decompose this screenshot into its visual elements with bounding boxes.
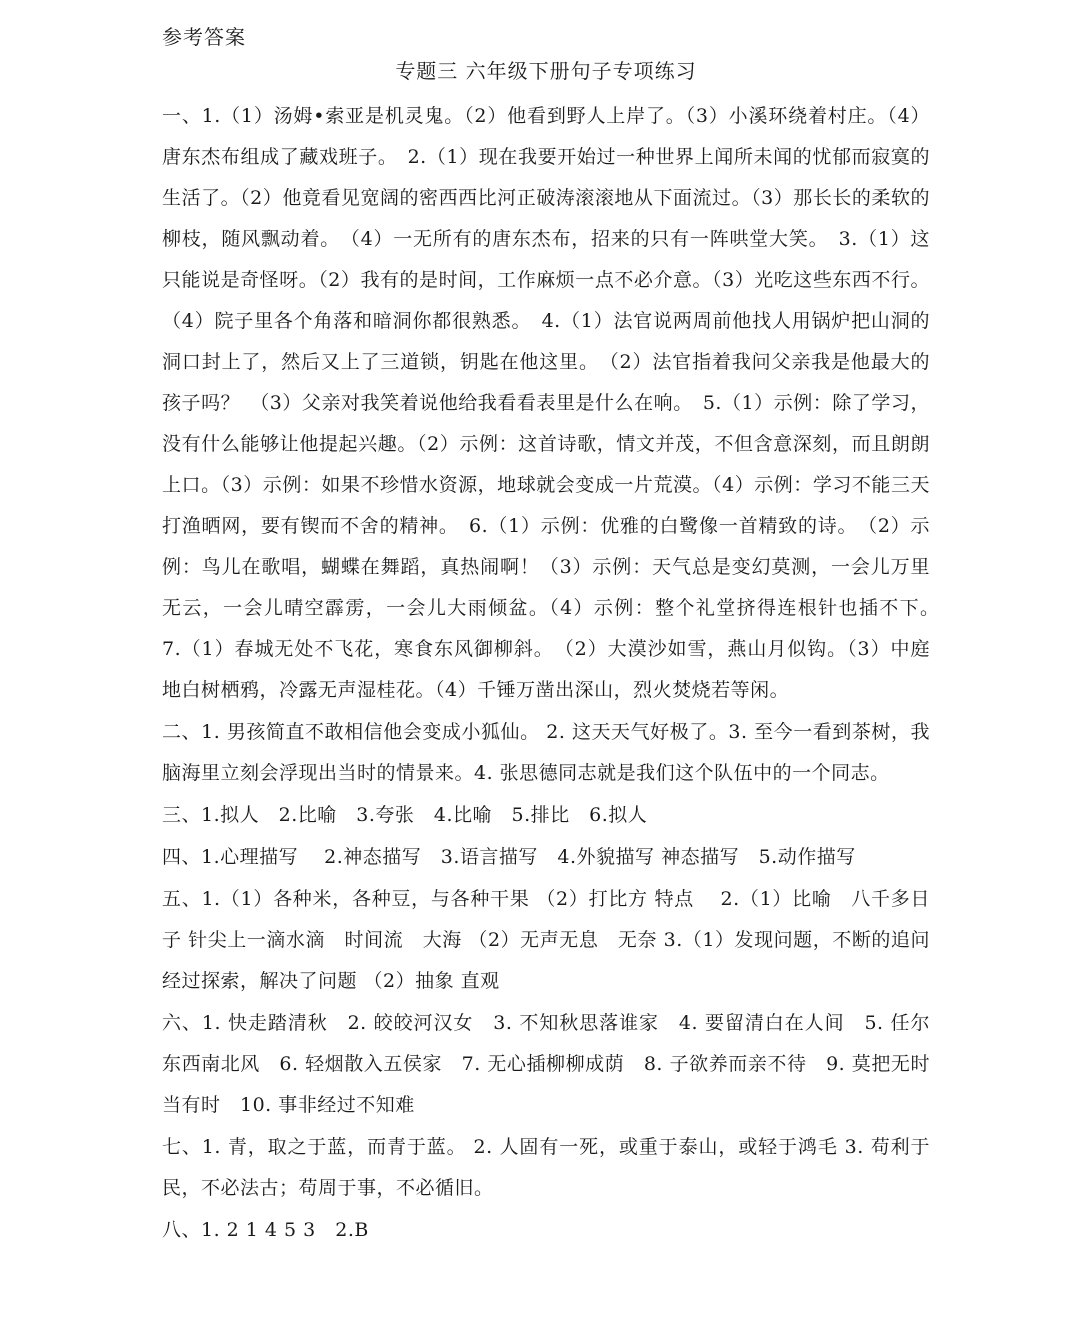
answer-section-4: 四、1.心理描写 2.神态描写 3.语言描写 4.外貌描写 神态描写 5.动作描写 xyxy=(162,846,856,868)
answer-section-6: 六、1. 快走踏清秋 2. 皎皎河汉女 3. 不知秋思落谁家 4. 要留清白在人间 5. 任尔东西南北风 6. 轻烟散入五侯家 7. 无心插柳柳成荫 8. 子欲养而亲不待 9. 莫把无时当有时 10. 事非经过不知难 xyxy=(162,1012,930,1116)
answer-section-2: 二、1. 男孩简直不敢相信他会变成小狐仙。 2. 这天天气好极了。3. 至今一看到茶树，我脑海里立刻会浮现出当时的情景来。4. 张思德同志就是我们这个队伍中的一个同志。 xyxy=(162,721,930,784)
answer-section-5: 五、1.（1）各种米，各种豆，与各种干果 （2）打比方 特点 2.（1）比喻 八千多日子 针尖上一滴水滴 时间流 大海 （2）无声无息 无奈 3.（1）发现问题，不断的追问 经过探索，解决了问题 （2）抽象 直观 xyxy=(162,888,957,992)
page-title: 专题三 六年级下册句子专项练习 xyxy=(395,59,697,83)
reference-answer-label: 参考答案 xyxy=(162,25,246,49)
answer-section-1: 一、1.（1）汤姆•索亚是机灵鬼。（2）他看到野人上岸了。（3）小溪环绕着村庄。（4）唐东杰布组成了藏戏班子。 2.（1）现在我要开始过一种世界上闻所未闻的忧郁而寂寞的生活了。（2）他竟看见宽阔的密西西比河正破涛滚滚地从下面流过。（3）那长长的柔软的柳枝，随风飘动着。 （4）一无所有的唐东杰布，招来的只有一阵哄堂大笑。 3.（1）这只能说是奇怪呀。（2）我有的是时间，工作麻烦一点不必介意。（3）光吃这些东西不行。（4）院子里各个角落和暗洞你都很熟悉。 4.（1）法官说两周前他找人用锅炉把山洞的洞口封上了，然后又上了三道锁，钥匙在他这里。 （2）法官指着我问父亲我是他最大的孩子吗？ （3）父亲对我笑着说他给我看看表里是什么在响。 5.（1）示例：除了学习，没有什么能够让他提起兴趣。（2）示例：这首诗歌，情文并茂，不但含意深刻，而且朗朗上口。（3）示例：如果不珍惜水资源，地球就会变成一片荒漠。（4）示例：学习不能三天打渔晒网，要有锲而不舍的精神。 6.（1）示例：优雅的白鹭像一首精致的诗。 （2）示例：鸟儿在歌唱，蝴蝶在舞蹈，真热闹啊！（3）示例：天气总是变幻莫测，一会儿万里无云，一会儿晴空霹雳，一会儿大雨倾盆。（4）示例：整个礼堂挤得连根针也插不下。 7.（1）春城无处不飞花，寒食东风御柳斜。 （2）大漠沙如雪，燕山月似钩。（3）中庭地白树栖鸦，冷露无声湿桂花。（4）千锤万凿出深山，烈火焚烧若等闲。 xyxy=(162,105,950,701)
answer-section-7: 七、1. 青，取之于蓝，而青于蓝。 2. 人固有一死，或重于泰山，或轻于鸿毛 3. 苟利于民，不必法古；苟周于事，不必循旧。 xyxy=(162,1136,930,1199)
answer-section-8: 八、1. 2 1 4 5 3 2.B xyxy=(162,1219,369,1241)
answers-body xyxy=(162,96,957,1251)
answer-section-3: 三、1.拟人 2.比喻 3.夸张 4.比喻 5.排比 6.拟人 xyxy=(162,804,648,826)
